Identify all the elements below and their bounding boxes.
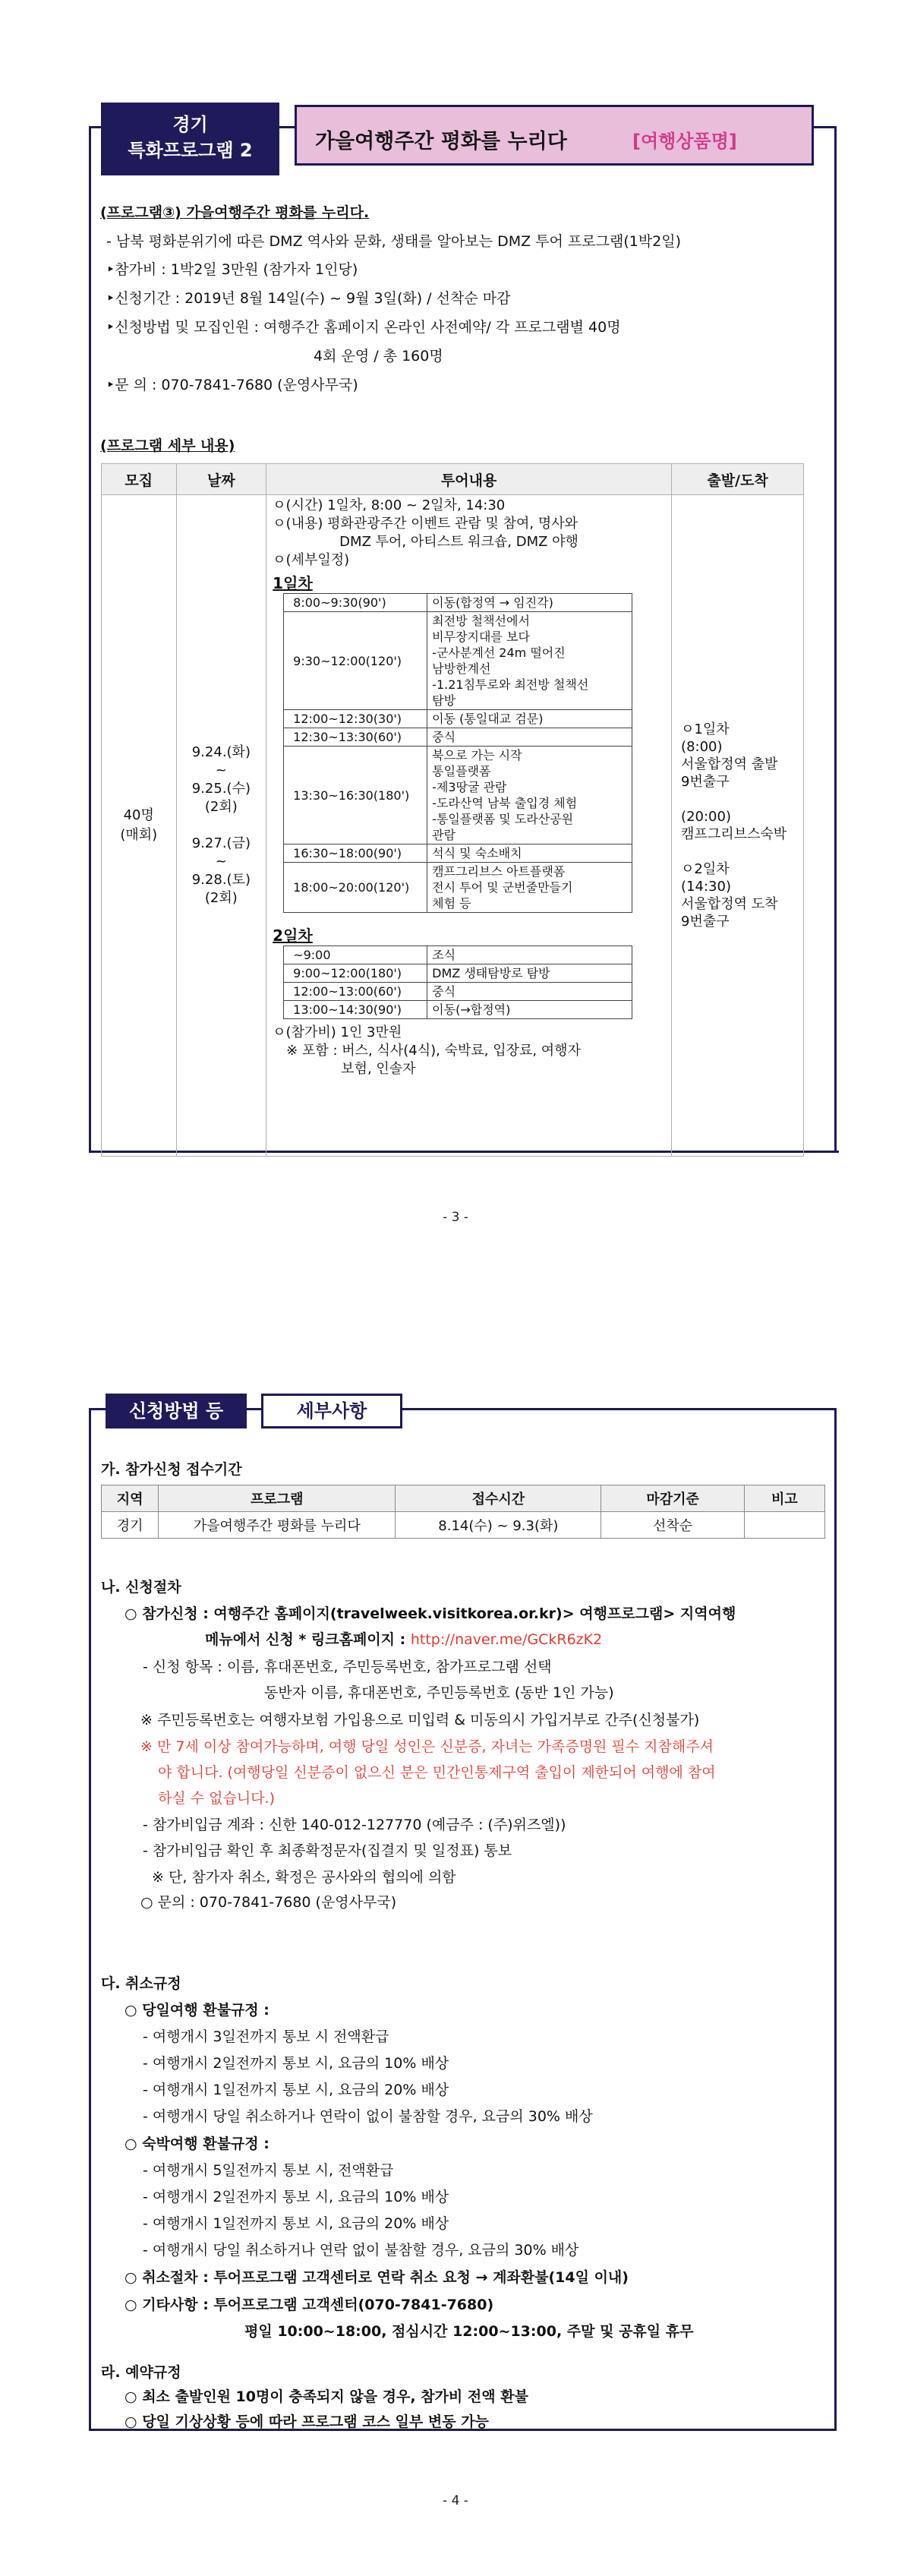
apply-tag: 신청방법 등	[106, 1394, 247, 1428]
date-line: (2회)	[204, 890, 238, 906]
schedule-desc-line: 조식	[432, 948, 456, 962]
apply-detail-line: - 참가비입금 계좌 : 신한 140-012-127770 (예금주 : (주)위즈엘))	[143, 1817, 566, 1833]
cancel-rule-line: - 여행개시 당일 취소하거나 연락 없이 불참할 경우, 요금의 30% 배상	[143, 2242, 579, 2259]
apply-line-2-text: 메뉴에서 신청 * 링크홈페이지 :	[205, 1631, 411, 1648]
schedule-desc-line: 이동(합정역 → 임진각)	[432, 595, 553, 610]
title-sub: [여행상품명]	[632, 131, 737, 152]
recruit-cell	[102, 495, 177, 1157]
cancel-rule-line: ○ 취소절차 : 투어프로그램 고객센터로 연락 취소 요청 → 계좌환불(14일 이내)	[125, 2269, 629, 2286]
schedule-desc	[427, 863, 632, 913]
reserve-rule-2: ○ 당일 기상상황 등에 따라 프로그램 코스 일부 변동 가능	[125, 2413, 489, 2430]
date-line: 9.27.(금)	[191, 835, 251, 851]
schedule-desc-line: 이동 (통일대교 검문)	[432, 712, 544, 726]
schedule-row	[284, 964, 632, 983]
schedule-desc-line: 최전방 철책선에서	[432, 614, 530, 628]
title-box	[295, 105, 814, 166]
schedule-row	[284, 728, 632, 747]
schedule-desc	[427, 710, 632, 728]
schedule-desc-line: -도라산역 남북 출입경 체험	[432, 796, 578, 810]
schedule-row	[284, 612, 632, 710]
region-tag	[101, 103, 279, 175]
schedule-time: 13:00~14:30(90')	[284, 1001, 427, 1019]
depart-line: ㅇ1일차	[681, 721, 730, 737]
schedule-desc-line: 이동(→합정역)	[432, 1002, 511, 1017]
tour-intro-line: ㅇ(내용) 평화관광주간 이벤트 관람 및 참여, 명사와	[273, 516, 578, 532]
schedule-row	[284, 710, 632, 728]
section-ga-heading: 가. 참가신청 접수기간	[101, 1461, 242, 1478]
schedule-desc-line: 비무장지대를 보다	[432, 630, 530, 644]
depart-line	[681, 843, 802, 860]
header-tour: 투어내용	[266, 464, 672, 495]
schedule-desc	[427, 594, 632, 612]
day2-label: 2일차	[273, 927, 313, 945]
cancel-rule-line: - 여행개시 5일전까지 통보 시, 전액환급	[143, 2162, 394, 2179]
schedule-row	[284, 983, 632, 1001]
apply-link[interactable]: http://naver.me/GCkR6zK2	[410, 1631, 603, 1648]
depart-line: (8:00)	[681, 739, 723, 755]
page-number-3: - 3 -	[443, 1210, 468, 1225]
cancel-rule-line: 평일 10:00~18:00, 점심시간 12:00~13:00, 주말 및 공휴일 휴무	[244, 2323, 694, 2340]
apply-detail-line: - 신청 항목 : 이름, 휴대폰번호, 주민등록번호, 참가프로그램 선택	[143, 1659, 552, 1675]
schedule-row	[284, 844, 632, 863]
tour-cell	[266, 495, 672, 1157]
program-detail-table	[101, 463, 804, 1157]
schedule-time: 12:00~12:30(30')	[284, 710, 427, 728]
cancel-rule-line: ○ 숙박여행 환불규정 :	[125, 2136, 270, 2152]
apply-detail-line: ※ 만 7세 이상 참여가능하며, 여행 당일 성인은 신분증, 자녀는 가족증명원 필수 지참해주셔	[140, 1738, 714, 1755]
date-line: 9.24.(화)	[191, 744, 251, 760]
schedule-desc	[427, 747, 632, 844]
summary-header: 비고	[744, 1485, 824, 1512]
depart-line: 9번출구	[681, 774, 730, 790]
depart-line	[681, 791, 802, 808]
summary-header: 지역	[102, 1485, 159, 1512]
schedule-desc-line: -군사분계선 24m 떨어진	[432, 646, 566, 660]
detail-heading: (프로그램 세부 내용)	[100, 437, 235, 454]
schedule-desc	[427, 612, 632, 710]
schedule-desc	[427, 983, 632, 1001]
date-line: ~	[215, 854, 227, 870]
tour-intro-line: DMZ 투어, 아티스트 워크숍, DMZ 야행	[339, 534, 578, 550]
schedule-time: 12:00~13:00(60')	[284, 983, 427, 1001]
schedule-desc-line: 관람	[432, 828, 456, 842]
date-line: ~	[215, 762, 227, 778]
apply-detail-line: - 참가비입금 확인 후 최종확정문자(집결지 및 일정표) 통보	[143, 1842, 512, 1859]
schedule-desc-line: 북으로 가는 시작	[432, 748, 522, 762]
program-bullet: ‣참가비 : 1박2일 3만원 (참가자 1인당)	[106, 261, 358, 278]
section-na-heading: 나. 신청절차	[101, 1579, 181, 1596]
schedule-desc-line: 전시 투어 및 군번줄만들기	[432, 880, 573, 895]
day1-schedule-table	[283, 593, 632, 913]
header-recruit: 모집	[102, 464, 177, 495]
cancel-rule-line: - 여행개시 2일전까지 통보 시, 요금의 10% 배상	[143, 2189, 449, 2205]
schedule-time: 13:30~16:30(180')	[284, 747, 427, 844]
cancel-rule-line: - 여행개시 2일전까지 통보 시, 요금의 10% 배상	[143, 2055, 449, 2072]
summary-cell: 8.14(수) ~ 9.3(화)	[396, 1512, 601, 1539]
program-heading: (프로그램③) 가을여행주간 평화를 누리다.	[100, 204, 370, 221]
schedule-desc-line: 캠프그리브스 아트플랫폼	[432, 864, 566, 879]
schedule-row	[284, 1001, 632, 1019]
schedule-desc-line: DMZ 생태탐방로 탐방	[432, 966, 550, 980]
cancel-rule-line: - 여행개시 1일전까지 통보 시, 요금의 20% 배상	[143, 2215, 449, 2232]
program-bullet: ‣신청방법 및 모집인원 : 여행주간 홈페이지 온라인 사전예약/ 각 프로그램별 40명	[106, 319, 621, 336]
summary-cell: 선착순	[601, 1512, 745, 1539]
schedule-desc	[427, 964, 632, 983]
apply-line-1: ○ 참가신청 : 여행주간 홈페이지(travelweek.visitkorea.or.kr)> 여행프로그램> 지역여행	[125, 1605, 736, 1622]
fee-line: 보험, 인솔자	[341, 1061, 416, 1077]
apply-detail-line: 하실 수 없습니다.)	[158, 1790, 276, 1807]
depart-line: (20:00)	[681, 809, 731, 825]
page-number-4: - 4 -	[443, 2493, 468, 2508]
reserve-rule-1: ○ 최소 출발인원 10명이 충족되지 않을 경우, 참가비 전액 환불	[125, 2388, 528, 2405]
summary-header: 접수시간	[396, 1485, 601, 1512]
section-ra-heading: 라. 예약규정	[101, 2364, 181, 2381]
schedule-time: 18:00~20:00(120')	[284, 863, 427, 913]
date-line	[178, 816, 266, 835]
apply-detail-line: ※ 단, 참가자 취소, 확정은 공사와의 협의에 의함	[152, 1869, 456, 1886]
program-bullet: - 남북 평화분위기에 따른 DMZ 역사와 문화, 생태를 알아보는 DMZ 투어 프로그램(1박2일)	[106, 233, 682, 250]
tour-intro-line: ㅇ(시간) 1일차, 8:00 ~ 2일차, 14:30	[273, 497, 506, 513]
schedule-desc	[427, 1001, 632, 1019]
cancel-rule-line: - 여행개시 당일 취소하거나 연락이 없이 불참할 경우, 요금의 30% 배상	[143, 2108, 593, 2125]
summary-cell: 경기	[102, 1512, 159, 1539]
header-date: 날짜	[176, 464, 266, 495]
date-line: 9.28.(토)	[191, 872, 251, 888]
summary-header: 프로그램	[159, 1485, 396, 1512]
summary-header: 마감기준	[601, 1485, 745, 1512]
depart-line: 서울합정역 출발	[681, 756, 778, 772]
depart-cell	[672, 495, 804, 1157]
depart-line: 서울합정역 도착	[681, 896, 778, 912]
detail-title-box: 세부사항	[261, 1394, 402, 1428]
cancel-rule-line: - 여행개시 3일전까지 통보 시 전액환급	[143, 2028, 389, 2045]
schedule-desc-line: 석식 및 숙소배치	[432, 846, 522, 860]
apply-section-right-rule	[834, 1408, 837, 2431]
program-bullet: ‣신청기간 : 2019년 8월 14일(수) ~ 9월 3일(화) / 선착순 마감	[106, 290, 511, 307]
header-depart: 출발/도착	[672, 464, 804, 495]
region-tag-line2: 특화프로그램 2	[128, 140, 253, 161]
section-da-heading: 다. 취소규정	[101, 1975, 181, 1992]
apply-detail-line: 야 합니다. (여행당일 신분증이 없으신 분은 민간인통제구역 출입이 제한되어 여행에 참여	[158, 1764, 716, 1781]
schedule-desc	[427, 728, 632, 747]
recruit-note: (매회)	[120, 827, 158, 843]
tour-intro-line: ㅇ(세부일정)	[273, 552, 350, 568]
program-bullet: 4회 운영 / 총 160명	[314, 348, 443, 365]
apply-detail-line: ○ 문의 : 070-7841-7680 (운영사무국)	[140, 1894, 397, 1911]
title-main: 가을여행주간 평화를 누리다	[315, 130, 567, 153]
schedule-row	[284, 946, 632, 964]
schedule-time: 12:30~13:30(60')	[284, 728, 427, 747]
schedule-desc-line: 남방한계선	[432, 661, 491, 676]
summary-cell	[744, 1512, 824, 1539]
cancel-rule-line: ○ 기타사항 : 투어프로그램 고객센터(070-7841-7680)	[125, 2297, 494, 2313]
schedule-desc-line: 통일플랫폼	[432, 764, 491, 778]
schedule-desc-line: 중식	[432, 730, 456, 744]
depart-line: 캠프그리브스숙박	[681, 826, 787, 842]
schedule-desc-line: -1.21침투로와 최전방 철책선	[432, 677, 589, 692]
schedule-time: 9:30~12:00(120')	[284, 612, 427, 710]
section-right-rule	[834, 126, 837, 1151]
fee-line: ㅇ(참가비) 1인 3만원	[273, 1024, 402, 1040]
fee-line: ※ 포함 : 버스, 식사(4식), 숙박료, 입장료, 여행자	[286, 1043, 581, 1059]
schedule-desc	[427, 844, 632, 863]
apply-detail-line: 동반자 이름, 휴대폰번호, 주민등록번호 (동반 1인 가능)	[264, 1684, 614, 1701]
depart-line: ㅇ2일차	[681, 861, 730, 877]
depart-line: (14:30)	[681, 879, 731, 895]
apply-section-left-rule	[89, 1408, 91, 2431]
schedule-time: 9:00~12:00(180')	[284, 964, 427, 983]
region-tag-line1: 경기	[172, 114, 208, 135]
schedule-row	[284, 863, 632, 913]
day2-schedule-table	[283, 945, 632, 1019]
schedule-row	[284, 594, 632, 612]
apply-detail-line: ※ 주민등록번호는 여행자보험 가입용으로 미입력 & 미동의시 가입거부로 간주(신청불가)	[140, 1712, 700, 1728]
schedule-desc-line: -제3땅굴 관람	[432, 780, 507, 794]
recruit-count: 40명	[123, 807, 154, 823]
schedule-desc-line: 체험 등	[432, 896, 471, 911]
schedule-time: 16:30~18:00(90')	[284, 844, 427, 863]
apply-line-2	[205, 1628, 602, 1649]
apply-period-table	[101, 1485, 825, 1539]
schedule-desc-line: -통일플랫폼 및 도라산공원	[432, 812, 574, 826]
date-line: 9.25.(수)	[191, 781, 251, 797]
date-line: (2회)	[204, 799, 238, 815]
schedule-desc	[427, 946, 632, 964]
schedule-time: 8:00~9:30(90')	[284, 594, 427, 612]
summary-cell: 가을여행주간 평화를 누리다	[159, 1512, 396, 1539]
depart-line: 9번출구	[681, 914, 730, 930]
date-cell	[176, 495, 266, 1157]
day1-label: 1일차	[273, 574, 313, 592]
cancel-rule-line: - 여행개시 1일전까지 통보 시, 요금의 20% 배상	[143, 2082, 449, 2098]
schedule-desc-line: 중식	[432, 984, 456, 999]
schedule-desc-line: 탐방	[432, 693, 456, 708]
cancel-rule-line: ○ 당일여행 환불규정 :	[125, 2002, 270, 2019]
schedule-row	[284, 747, 632, 844]
program-bullet: ‣문 의 : 070-7841-7680 (운영사무국)	[106, 377, 358, 393]
schedule-time: ~9:00	[284, 946, 427, 964]
